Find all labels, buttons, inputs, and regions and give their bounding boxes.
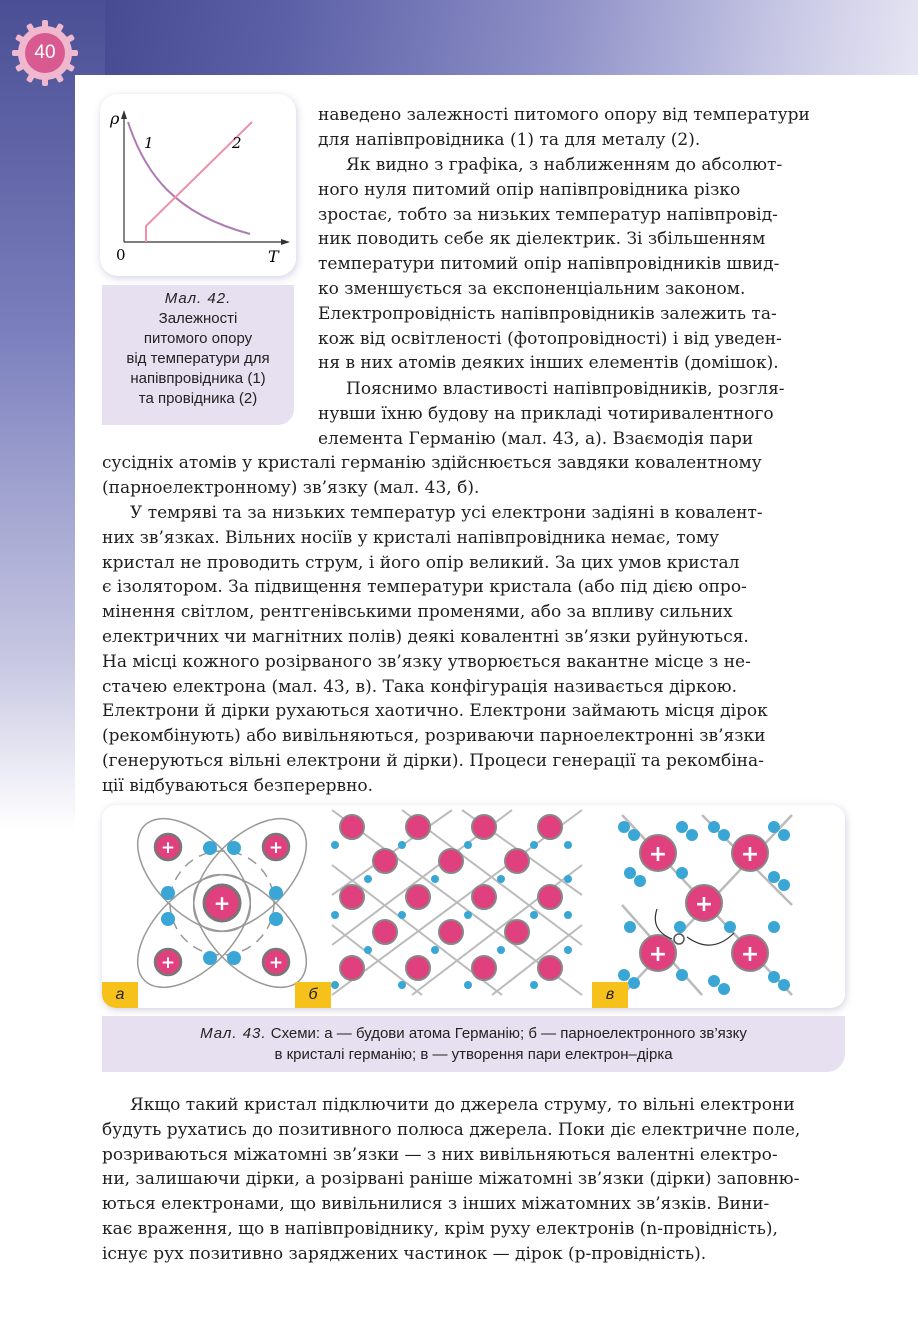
text-line: кає враження, що в напівпровіднику, крім руху електронів (n-провідність), (102, 1218, 778, 1239)
caption-line: Залежності (158, 310, 238, 327)
text-line: кристал не проводить струм, і його опір великий. За цих умов кристал (102, 552, 740, 573)
text-line: сусідніх атомів у кристалі германію здійснюється завдяки ковалентному (102, 453, 762, 473)
curve-2-label: 2 (232, 134, 242, 152)
text-line: є ізолятором. За підвищення температури кристала (або під дією опро- (102, 577, 747, 598)
caption-line: напівпровідника (1) (130, 370, 266, 387)
text-line: Електрони й дірки рухаються хаотично. Електрони займають місця дірок (102, 701, 768, 722)
text-line: існує рух позитивно заряджених частинок — дірок (p-провідність). (102, 1243, 707, 1264)
text-line: мінення світлом, рентгенівськими променями, або за впливу сильних (102, 602, 733, 623)
svg-text:+: + (740, 942, 760, 967)
svg-text:+: + (648, 842, 668, 867)
svg-text:+: + (268, 953, 284, 973)
axis-y-label: ρ (110, 109, 120, 128)
text-line: ції відбуваються безперервно. (102, 775, 374, 796)
figure-43-caption-label: Мал. 43. (200, 1025, 267, 1042)
svg-text:+: + (740, 842, 760, 867)
text-line: Електропровідність напівпровідників залежить та- (318, 303, 777, 324)
tag-b: б (295, 982, 331, 1008)
text-line: На місці кожного розірваного зв’язку утворюється вакантне місце з не- (102, 651, 751, 672)
text-line: Якщо такий кристал підключити до джерела струму, то вільні електрони (130, 1095, 795, 1115)
text-line: ня в них атомів деяких інших елементів (домішок). (318, 353, 779, 374)
text-line: ного нуля питомий опір напівпровідника різко (318, 179, 741, 200)
svg-text:+: + (160, 838, 176, 858)
text-line: наведено залежності питомого опору від температури (318, 105, 810, 125)
paragraph-4 (102, 501, 844, 799)
text-line: Пояснимо властивості напівпровідників, розгля- (346, 379, 785, 399)
text-line: для напівпровідника (1) та для металу (2). (318, 129, 701, 150)
text-line: (парноелектронному) зв’язку (мал. 43, б). (102, 477, 480, 498)
figure-42-graph (100, 94, 296, 276)
caption-line: від температури для (126, 350, 270, 367)
text-line: температури питомий опір напівпровідників швид- (318, 254, 780, 275)
origin-label: 0 (116, 246, 126, 264)
text-line: нувши їхню будову на прикладі чотиривалентного (318, 403, 774, 424)
paragraph-2 (318, 153, 844, 376)
paragraph-1 (318, 103, 844, 153)
resistivity-temperature-chart (100, 94, 296, 276)
text-line: елемента Германію (мал. 43, а). Взаємодія пари (318, 428, 754, 449)
text-line: У темряві та за низьких температур усі електрони задіяні в ковалент- (130, 503, 763, 523)
figure-43-caption (102, 1016, 845, 1072)
figure-43-diagrams (102, 805, 845, 1008)
svg-text:+: + (160, 953, 176, 973)
caption-line: в кристалі германію; в — утворення пари електрон–дірка (274, 1046, 673, 1063)
svg-text:+: + (648, 942, 668, 967)
svg-text:+: + (213, 891, 231, 915)
caption-line: питомого опору (143, 330, 253, 347)
svg-text:+: + (268, 838, 284, 858)
x-axis-arrow (281, 239, 290, 245)
hole-marker (674, 934, 684, 944)
text-line: (генеруються вільні електрони й дірки). Процеси генерації та рекомбіна- (102, 750, 764, 771)
text-line: електричних чи магнітних полів) деякі ковалентні зв’язки руйнуються. (102, 626, 749, 647)
caption-line: та провідника (2) (138, 390, 258, 407)
text-line: (рекомбінують) або вивільняються, розриваючи парноелектронні зв’язки (102, 726, 766, 747)
text-line: них зв’язках. Вільних носіїв у кристалі напівпровідника немає, тому (102, 527, 720, 548)
figure-42-caption-label: Мал. 42. (164, 290, 232, 307)
tag-a: а (102, 982, 138, 1008)
axis-x-label: T (268, 247, 279, 266)
text-line: Як видно з графіка, з наближенням до абсолют- (346, 155, 783, 175)
caption-text: Схеми: а — будови атома Германію; б — парноелектронного зв’язку (270, 1025, 747, 1042)
paragraph-3-wide (102, 451, 844, 501)
text-line: ко зменшується за експоненціальним законом. (318, 278, 746, 299)
hole-move-arrow (687, 933, 734, 945)
atom-structure-diagram (118, 805, 327, 1007)
electron-hole-diagram (618, 815, 792, 995)
text-line: кож від освітленості (фотопровідності) і від уведен- (318, 328, 782, 349)
figure-42-caption (102, 285, 294, 425)
text-line: ються електронами, що вивільнилися з інших міжатомних зв’язків. Вини- (102, 1194, 770, 1215)
text-line: стачею електрона (мал. 43, в). Така конфігурація називається діркою. (102, 676, 738, 697)
paragraph-3-narrow (318, 377, 844, 451)
caption-line (102, 1023, 845, 1044)
paragraph-5 (102, 1093, 844, 1267)
tag-c: в (592, 982, 628, 1008)
text-line: ни, залишаючи дірки, а розірвані раніше міжатомні зв’язки (дірки) заповню- (102, 1169, 800, 1190)
text-line: ник поводить себе як діелектрик. Зі збільшенням (318, 229, 766, 250)
y-axis-arrow (121, 110, 127, 119)
text-line: розриваються міжатомні зв’язки — з них вивільняються валентні електро- (102, 1144, 778, 1165)
text-line: зростає, тобто за низьких температур напівпровід- (318, 204, 778, 225)
text-line: будуть рухатись до позитивного полюса джерела. Поки діє електричне поле, (102, 1119, 801, 1140)
page-number: 40 (34, 42, 56, 63)
svg-text:+: + (694, 892, 714, 917)
curve-1-label: 1 (144, 134, 154, 152)
figure-43 (102, 805, 845, 1008)
